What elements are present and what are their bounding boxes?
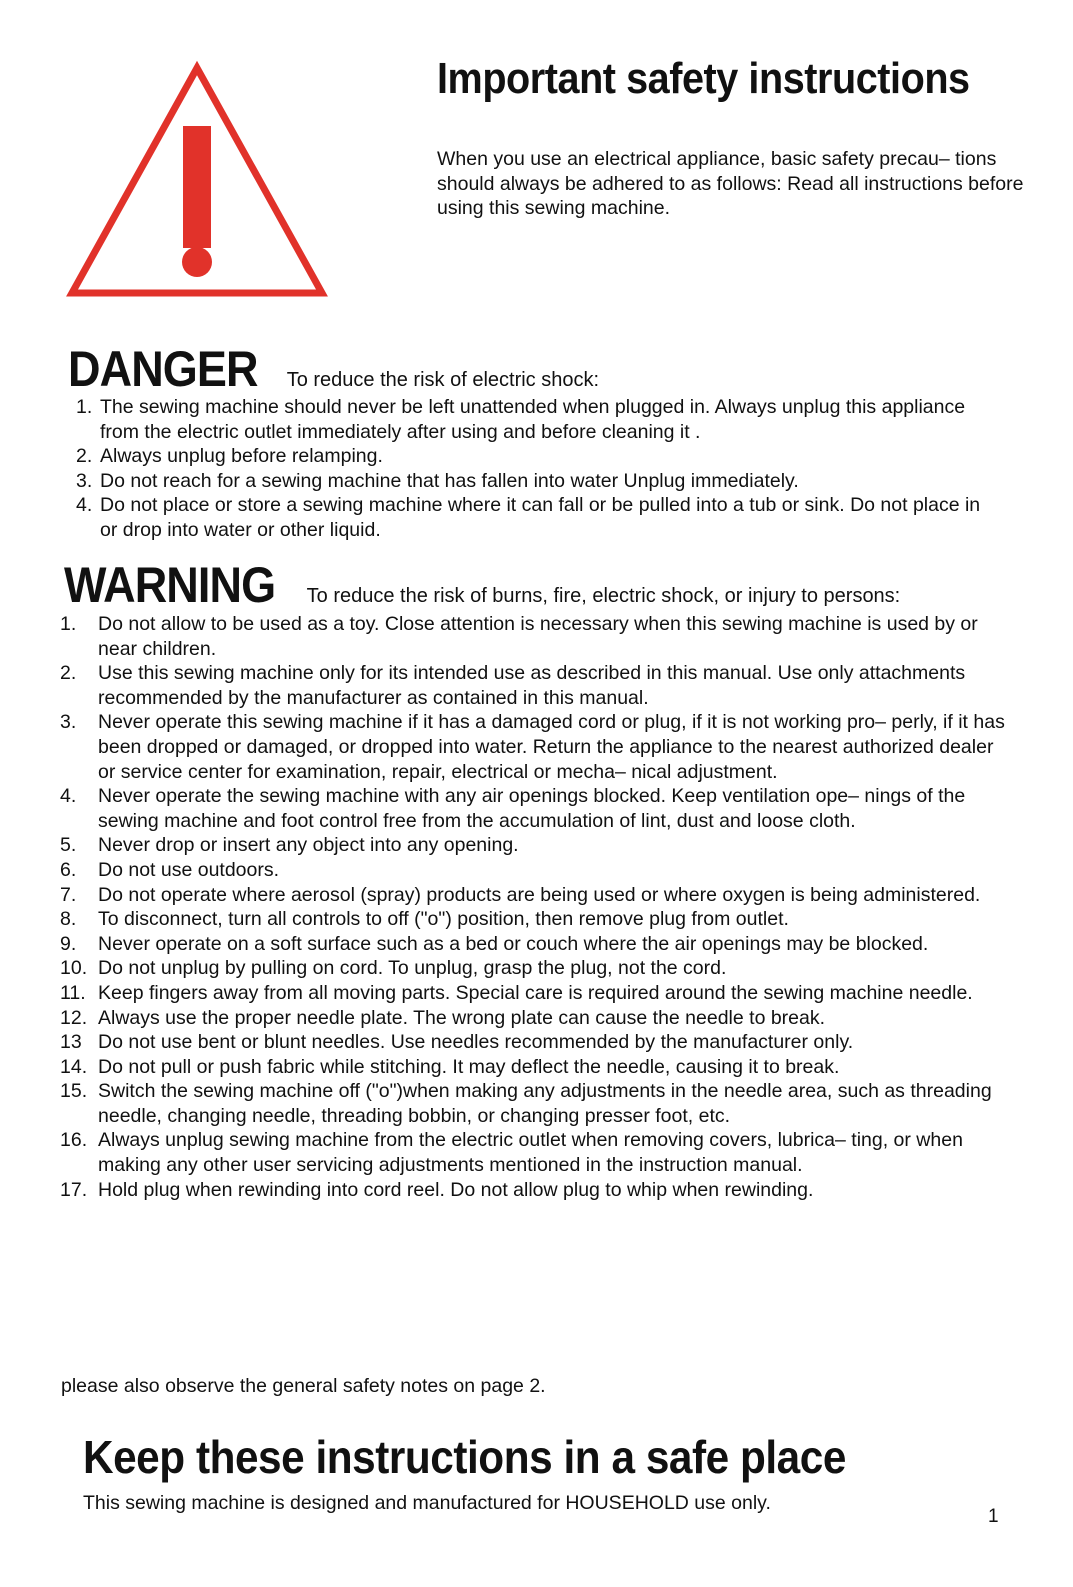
closing-note: please also observe the general safety notes on page 2. (61, 1375, 546, 1397)
warning-label: WARNING (64, 557, 276, 613)
warning-item (60, 907, 1010, 932)
danger-label: DANGER (68, 341, 258, 397)
warning-item (60, 883, 1010, 908)
warning-list (60, 612, 1010, 1202)
page-title: Important safety instructions (437, 54, 970, 103)
warning-item (60, 858, 1010, 883)
warning-item-number: 16. (60, 1129, 88, 1152)
warning-item-number: 14. (60, 1055, 88, 1078)
danger-item-number: 3. (76, 469, 93, 492)
warning-item-number: 7. (60, 883, 77, 906)
warning-item-text: Keep fingers away from all moving parts. Special care is required around the sewing machine needle. (98, 981, 973, 1004)
warning-item (60, 661, 1010, 710)
warning-item (60, 710, 1010, 784)
warning-item (60, 932, 1010, 957)
page-number: 1 (988, 1506, 999, 1527)
danger-item-number: 4. (76, 494, 93, 517)
warning-item (60, 1178, 1010, 1203)
danger-item (76, 493, 996, 542)
warning-item-number: 9. (60, 932, 77, 955)
warning-item-text: Do not allow to be used as a toy. Close attention is necessary when this sewing machine is used by or near children. (98, 613, 978, 660)
warning-item (60, 1030, 1010, 1055)
warning-item-text: Do not use outdoors. (98, 858, 280, 881)
warning-item (60, 612, 1010, 661)
warning-item-text: Never operate the sewing machine with any air openings blocked. Keep ventilation ope– nings of the sewing machine and foot control free from the accumulation of lint, dust and loose cloth. (98, 785, 966, 832)
warning-item-text: Never operate on a soft surface such as a bed or couch where the air openings may be blocked. (98, 932, 929, 955)
warning-item-text: Do not use bent or blunt needles. Use needles recommended by the manufacturer only. (98, 1031, 854, 1054)
warning-item-number: 1. (60, 613, 77, 635)
danger-item (76, 444, 996, 469)
danger-item (76, 469, 996, 494)
danger-item-text: Do not reach for a sewing machine that has fallen into water Unplug immediately. (100, 469, 799, 492)
danger-list (76, 395, 996, 543)
warning-item (60, 833, 1010, 858)
warning-subtitle: To reduce the risk of burns, fire, electric shock, or injury to persons: (306, 585, 901, 607)
warning-item-text: Never drop or insert any object into any opening. (98, 834, 519, 857)
danger-heading (68, 340, 599, 398)
warning-item-number: 4. (60, 785, 77, 808)
warning-item-number: 15. (60, 1080, 88, 1103)
household-use-note: This sewing machine is designed and manufactured for HOUSEHOLD use only. (83, 1492, 771, 1514)
warning-item-number: 17. (60, 1178, 88, 1201)
warning-item (60, 981, 1010, 1006)
intro-paragraph: When you use an electrical appliance, basic safety precau– tions should always be adhered to as follows: Read all instructions before using this sewing machine. (437, 148, 1024, 219)
warning-item (60, 1006, 1010, 1031)
warning-item-text: Do not pull or push fabric while stitching. It may deflect the needle, causing it to break. (98, 1055, 840, 1078)
warning-item-number: 11. (60, 981, 86, 1004)
keep-instructions-title: Keep these instructions in a safe place (83, 1431, 846, 1483)
warning-item-number: 3. (60, 711, 77, 734)
warning-item-text: Always unplug sewing machine from the electric outlet when removing covers, lubrica– ting, or when making any other user servicing adjustments mentioned in the instruction manual. (98, 1129, 963, 1177)
warning-item-number: 10. (60, 957, 88, 980)
warning-item-number: 6. (60, 858, 77, 881)
warning-item-number: 12. (60, 1006, 88, 1029)
warning-item-text: Always use the proper needle plate. The wrong plate can cause the needle to break. (98, 1006, 826, 1029)
warning-item (60, 1079, 1010, 1128)
warning-item-number: 13 (60, 1031, 82, 1054)
warning-item-text: To disconnect, turn all controls to off ("o") position, then remove plug from outlet. (98, 908, 789, 931)
warning-item-text: Do not unplug by pulling on cord. To unplug, grasp the plug, not the cord. (98, 957, 727, 980)
danger-subtitle: To reduce the risk of electric shock: (286, 369, 600, 391)
warning-item-text: Never operate this sewing machine if it has a damaged cord or plug, if it is not working pro– perly, if it has been dropped or damaged, or dropped into water. Return the appliance to the nearest authorized dealer or service center for examination, repair, electrical or mecha– nical adjustment. (98, 711, 1005, 783)
warning-item-number: 2. (60, 662, 77, 685)
warning-heading (64, 556, 900, 614)
warning-triangle-icon (64, 60, 330, 298)
warning-item-text: Do not operate where aerosol (spray) products are being used or where oxygen is being administered. (98, 883, 981, 906)
danger-item (76, 395, 996, 444)
danger-item-number: 1. (76, 396, 93, 418)
danger-item-number: 2. (76, 445, 93, 468)
warning-item (60, 784, 1010, 833)
warning-item-text: Use this sewing machine only for its intended use as described in this manual. Use only attachments recommended by the manufacturer as contained in this manual. (98, 662, 966, 709)
danger-item-text: The sewing machine should never be left unattended when plugged in. Always unplug this appliance from the electric outlet immediately after using and before cleaning it . (100, 396, 966, 443)
danger-item-text: Do not place or store a sewing machine where it can fall or be pulled into a tub or sink. Do not place in or drop into water or other liquid. (100, 494, 981, 541)
danger-item-text: Always unplug before relamping. (100, 445, 383, 468)
warning-item (60, 1055, 1010, 1080)
warning-item-text: Hold plug when rewinding into cord reel. Do not allow plug to whip when rewinding. (98, 1178, 814, 1201)
warning-item (60, 956, 1010, 981)
warning-item (60, 1128, 1010, 1177)
warning-item-number: 8. (60, 908, 77, 931)
warning-item-text: Switch the sewing machine off ("o")when making any adjustments in the needle area, such as threading needle, changing needle, threading bobbin, or changing presser foot, etc. (98, 1080, 992, 1127)
warning-item-number: 5. (60, 834, 77, 857)
